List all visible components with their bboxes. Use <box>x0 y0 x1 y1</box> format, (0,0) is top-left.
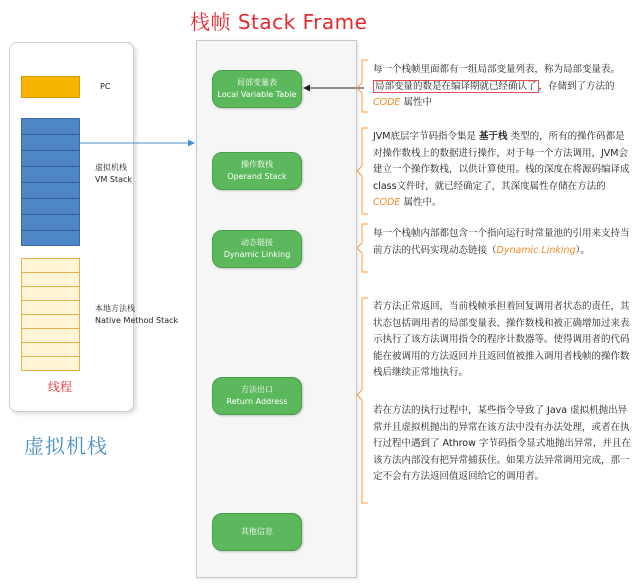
vm-stack-label-cn: 虚拟机栈 <box>95 163 127 172</box>
lvt-desc-text-3: 属性中 <box>400 97 432 108</box>
return-address-button <box>212 377 302 415</box>
linking-desc-text-2: ）。 <box>575 244 590 256</box>
thread-label: 线程 <box>48 380 73 394</box>
linking-desc-orange: Dynamic Linking <box>496 244 576 256</box>
native-stack-label-en: Native Method Stack <box>95 316 179 325</box>
operand-desc-text-2: 类型的，所有的操作码都是对操作数栈上的数据进行操作，对于每一个方法调用，JVM会建立一个操作数栈，以供计算使用。栈的深度在将源码编译成class文件时，就已经确定了，其深度属性存储在方法的 <box>373 131 630 192</box>
linking-brace <box>357 224 368 272</box>
lvt-button <box>212 70 302 108</box>
dynamic-linking-button-en: Dynamic Linking <box>223 250 291 259</box>
operand-desc-bold: 基于栈 <box>479 131 508 142</box>
operand-stack-button-en: Operand Stack <box>227 172 287 181</box>
dynamic-linking-button <box>212 230 302 268</box>
return-brace <box>357 298 368 503</box>
return-address-button-cn: 方法出口 <box>241 385 273 394</box>
return-address-button-en: Return Address <box>226 397 288 406</box>
native-stack-label-cn: 本地方法栈 <box>95 304 135 313</box>
operand-desc-code: CODE <box>373 197 401 208</box>
return-exception-description: 若在方法的执行过程中，某些指令导致了 Java 虚拟机抛出异常并且虚拟机抛出的异常在该方法中没有办法处理，或者在执行过程中遇到了 Athrow 字节码指令显式地抛出异常，并且在该方法内部没有把异常捕获住。如果方法异常调用完成，那一定不会有方法返回值返回给它的调用者。 <box>373 405 631 482</box>
operand-stack-button <box>212 152 302 190</box>
other-info-button <box>212 513 302 551</box>
pc-label: PC <box>100 82 111 91</box>
lvt-desc-text-1: 每一个栈帧里面都有一组局部变量列表，称为局部变量表。 <box>373 64 621 75</box>
operand-desc-text-3: 属性中。 <box>400 197 442 208</box>
operand-description <box>373 129 631 212</box>
page-title: 栈帧 Stack Frame <box>190 10 368 34</box>
lvt-desc-code: CODE <box>373 97 401 108</box>
vm-stack-label-en: VM Stack <box>95 175 133 184</box>
other-info-button-cn: 其他信息 <box>241 527 273 536</box>
lvt-desc-boxed: 局部变量的数是在编译期就已经确认了 <box>375 80 537 92</box>
jvm-label: 虚拟机栈 <box>24 434 108 458</box>
operand-desc-text-1: JVM底层字节码指令集是 <box>373 131 480 142</box>
operand-brace <box>357 128 368 214</box>
lvt-button-en: Local Variable Table <box>217 90 297 99</box>
linking-desc-text-1: 每一个栈帧内部都包含一个指向运行时常量池的引用来支持当前方法的代码实现动态链接（ <box>373 228 630 256</box>
lvt-button-cn: 局部变量表 <box>237 78 277 87</box>
lvt-desc-text-2: ，存储到了方法的 <box>538 80 615 92</box>
linking-description <box>373 226 631 259</box>
return-normal-description: 若方法正常返回，当前栈帧承担着回复调用者状态的责任，其状态包括调用者的局部变量表、操作数栈和被正确增加过来表示执行了该方法调用指令的程序计数器等。使得调用者的代码能在被调用的方法返回并且返回值被推入调用者栈帧的操作数栈后继续正常地执行。 <box>373 301 630 378</box>
lvt-brace <box>357 60 368 112</box>
lvt-description <box>373 62 631 112</box>
dynamic-linking-button-cn: 动态链接 <box>241 238 273 247</box>
operand-stack-button-cn: 操作数栈 <box>241 160 273 169</box>
